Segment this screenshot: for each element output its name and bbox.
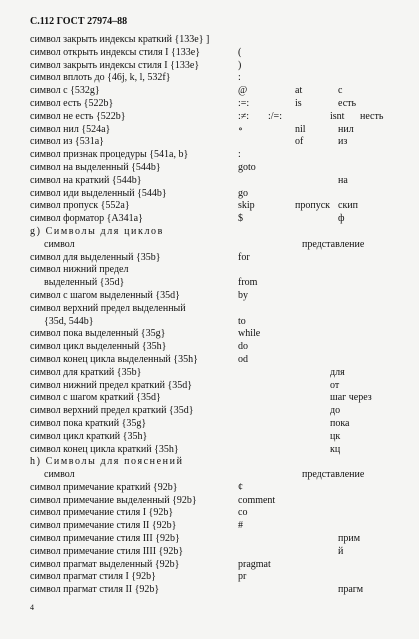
symbol-name: символ не есть {522b} <box>30 110 126 122</box>
representation-1: $ <box>238 213 243 225</box>
representation-1: : <box>238 72 241 84</box>
table-row <box>30 34 410 47</box>
table-row <box>30 495 410 508</box>
representation-1: go <box>238 187 248 199</box>
table-row <box>30 72 410 85</box>
table-row <box>30 188 410 201</box>
symbol-table <box>30 34 410 597</box>
representation-en: isnt <box>330 110 345 122</box>
table-row <box>30 520 410 533</box>
table-row <box>30 60 410 73</box>
symbol-name: символ цикл выделенный {35h} <box>30 341 167 353</box>
representation-1: to <box>238 315 246 327</box>
symbol-name: символ примечание стиля II {92b} <box>30 520 177 532</box>
table-row <box>30 367 410 380</box>
symbol-name: символ с шагом выделенный {35d} <box>30 289 180 301</box>
representation-1: from <box>238 277 258 289</box>
representation-ru: прагм <box>338 584 364 596</box>
representation-1: by <box>238 289 248 301</box>
representation-1: ( <box>238 46 242 58</box>
symbol-name: символ признак процедуры {541a, b} <box>30 149 189 161</box>
representation-1: @ <box>238 85 248 97</box>
symbol-name: символ для краткий {35b} <box>30 366 142 378</box>
representation-1: :≠: <box>238 110 250 122</box>
symbol-name: символ пропуск {552а} <box>30 200 130 212</box>
table-row <box>30 507 410 520</box>
table-row <box>30 85 410 98</box>
section-title: h) Символы для пояснений <box>30 456 184 468</box>
representation-ru: для <box>330 366 345 378</box>
table-row <box>30 252 410 265</box>
table-row <box>30 354 410 367</box>
page-mark: 4 <box>30 603 34 612</box>
symbol-name: символ прагмат выделенный {92b} <box>30 558 180 570</box>
symbol-name: символ прагмат стиля II {92b} <box>30 584 160 596</box>
symbol-name: символ верхний предел выделенный <box>30 302 186 314</box>
table-row <box>30 264 410 277</box>
representation-ru: от <box>330 379 340 391</box>
table-row <box>30 124 410 137</box>
representation-1: od <box>238 353 248 365</box>
representation-en: at <box>295 85 303 97</box>
representation-en: nil <box>295 123 306 135</box>
representation-1: : <box>238 149 241 161</box>
representation-ru: до <box>330 405 341 417</box>
table-row <box>30 200 410 213</box>
symbol-name: символ с шагом краткий {35d} <box>30 392 161 404</box>
table-row <box>30 469 410 482</box>
table-row <box>30 213 410 226</box>
symbol-name: символ закрыть индексы краткий {133е} ] <box>30 34 210 45</box>
page-header: С.112 ГОСТ 27974–88 <box>30 16 128 27</box>
representation-1: co <box>238 507 248 519</box>
symbol-name: символ <box>44 469 75 481</box>
representation-ru: прим <box>338 533 361 545</box>
representation-ru: ф <box>338 213 345 225</box>
symbol-name: символ из {531а} <box>30 136 104 148</box>
symbol-name: символ с {532g} <box>30 85 100 97</box>
representation-ru: нил <box>338 123 354 135</box>
representation-1: pragmat <box>238 558 271 570</box>
table-row <box>30 380 410 393</box>
table-row <box>30 482 410 495</box>
representation-ru: несть <box>360 110 384 122</box>
symbol-name: символ <box>44 238 75 250</box>
symbol-name: символ иди выделенный {544b} <box>30 187 167 199</box>
table-row <box>30 444 410 457</box>
representation-en: of <box>295 136 304 148</box>
symbol-name: символ нижний предел краткий {35d} <box>30 379 193 391</box>
table-row <box>30 98 410 111</box>
table-row <box>30 316 410 329</box>
representation-1: goto <box>238 161 256 173</box>
table-row <box>30 136 410 149</box>
representation-ru: цк <box>330 430 341 442</box>
table-row <box>30 303 410 316</box>
table-row <box>30 111 410 124</box>
representation-ru: на <box>338 174 348 186</box>
table-row <box>30 328 410 341</box>
symbol-name: символ цикл краткий {35h} <box>30 430 148 442</box>
table-row <box>30 546 410 559</box>
representation-1: pr <box>238 571 247 583</box>
symbol-name: символ пока краткий {35g} <box>30 417 147 429</box>
symbol-name: символ для выделенный {35b} <box>30 251 161 263</box>
representation-1: :=: <box>238 97 250 109</box>
representation-1: ¢ <box>238 481 243 493</box>
representation-ru: шаг через <box>330 392 372 404</box>
symbol-name: символ на выделенный {544b} <box>30 161 161 173</box>
table-row <box>30 533 410 546</box>
representation-en: is <box>295 97 302 109</box>
table-row <box>30 405 410 418</box>
symbol-name: символ конец цикла краткий {35h} <box>30 443 179 455</box>
representation-1: for <box>238 251 250 263</box>
representation-1: ∘ <box>238 123 243 135</box>
representation-1: ) <box>238 59 242 71</box>
symbol-name: символ верхний предел краткий {35d} <box>30 405 194 417</box>
representation-en: пропуск <box>295 200 330 212</box>
table-row <box>30 392 410 405</box>
symbol-name: символ примечание стиля III {92b} <box>30 533 180 545</box>
section-heading <box>30 456 410 469</box>
symbol-name: символ нил {524a} <box>30 123 111 135</box>
table-row <box>30 239 410 252</box>
table-row <box>30 277 410 290</box>
representation-ru: с <box>338 85 343 97</box>
symbol-name: символ примечание краткий {92b} <box>30 481 178 493</box>
symbol-name: символ примечание выделенный {92b} <box>30 494 197 506</box>
column-header-representation: представление <box>302 238 365 250</box>
symbol-name: символ форматор {A341a} <box>30 213 143 225</box>
symbol-name: символ прагмат стиля I {92b} <box>30 571 156 583</box>
symbol-name: символ вплоть до {46j, k, l, 532f} <box>30 72 171 84</box>
representation-ru: есть <box>338 97 357 109</box>
representation-1: skip <box>238 200 255 212</box>
table-row <box>30 559 410 572</box>
section-heading <box>30 226 410 239</box>
table-row <box>30 162 410 175</box>
table-row <box>30 341 410 354</box>
symbol-name: символ есть {522b} <box>30 97 114 109</box>
symbol-name: символ закрыть индексы стиля I {133е} <box>30 59 200 71</box>
symbol-name: символ на краткий {544b} <box>30 174 142 186</box>
representation-1: do <box>238 341 248 353</box>
representation-1: while <box>238 328 261 340</box>
representation-ru: скип <box>338 200 358 212</box>
table-row <box>30 290 410 303</box>
symbol-name: символ конец цикла выделенный {35h} <box>30 353 198 365</box>
symbol-name: символ пока выделенный {35g} <box>30 328 166 340</box>
table-row <box>30 418 410 431</box>
representation-ru: из <box>338 136 348 148</box>
table-row <box>30 431 410 444</box>
table-row <box>30 149 410 162</box>
table-row <box>30 175 410 188</box>
symbol-name: выделенный {35d} <box>44 277 125 289</box>
table-row <box>30 584 410 597</box>
representation-ru: й <box>338 545 344 557</box>
representation-1: comment <box>238 494 276 506</box>
table-row <box>30 47 410 60</box>
representation-2: :/=: <box>268 110 282 122</box>
symbol-name: символ примечание стиля IIII {92b} <box>30 545 184 557</box>
table-row <box>30 571 410 584</box>
column-header-representation: представление <box>302 469 365 481</box>
section-title: g) Символы для циклов <box>30 225 164 237</box>
symbol-name: символ примечание стиля I {92b} <box>30 507 174 519</box>
representation-1: # <box>238 520 243 532</box>
representation-ru: кц <box>330 443 341 455</box>
symbol-name: символ открыть индексы стиля I {133е} <box>30 46 200 58</box>
representation-ru: пока <box>330 417 350 429</box>
symbol-name: символ нижний предел <box>30 264 129 276</box>
symbol-name: {35d, 544b} <box>44 315 94 327</box>
